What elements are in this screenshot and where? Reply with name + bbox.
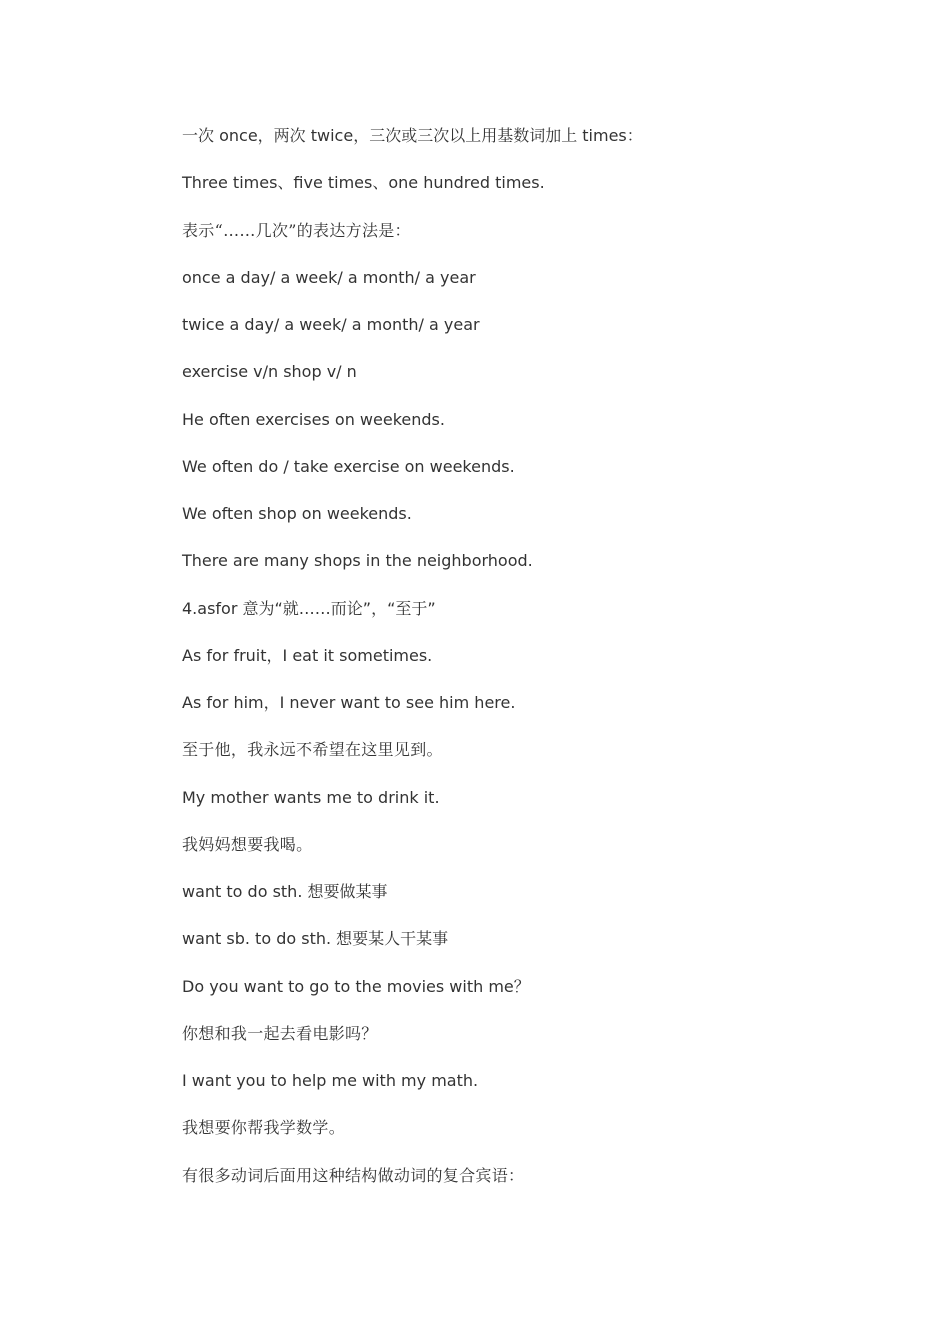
text-line-mother-wants: My mother wants me to drink it. [182,787,440,807]
text-line-want-sb-to-do: want sb. to do sth. 想要某人干某事 [182,929,449,949]
text-line-movies-translation: 你想和我一起去看电影吗？ [182,1023,378,1043]
text-line-times-examples: Three times、five times、one hundred times. [182,173,545,193]
text-line-example-exercises: He often exercises on weekends. [182,409,445,429]
text-line-example-shops: There are many shops in the neighborhood. [182,551,533,571]
text-line-times-rule: 一次 once，两次 twice，三次或三次以上用基数词加上 times： [182,126,643,145]
text-line-compound-object-note: 有很多动词后面用这种结构做动词的复合宾语： [182,1165,525,1185]
text-line-as-for-him-translation: 至于他，我永远不希望在这里见到。 [182,740,443,760]
document-body [182,122,882,1209]
text-line-as-for-fruit: As for fruit，I eat it sometimes. [182,645,433,665]
text-line-once-a-day: once a day/ a week/ a month/ a year [182,267,476,287]
text-line-example-take-exercise: We often do / take exercise on weekends. [182,456,515,476]
text-line-twice-a-day: twice a day/ a week/ a month/ a year [182,315,480,334]
text-line-mother-wants-translation: 我妈妈想要我喝。 [182,834,313,854]
text-line-frequency-heading: 表示“……几次”的表达方法是： [182,220,411,240]
text-line-help-math-translation: 我想要你帮我学数学。 [182,1118,346,1138]
text-line-help-math: I want you to help me with my math. [182,1071,479,1090]
text-line-example-shop: We often shop on weekends. [182,504,412,523]
text-line-as-for-heading: 4.asfor 意为“就……而论”，“至于” [182,598,436,618]
text-line-movies-question: Do you want to go to the movies with me？ [182,976,530,996]
text-line-as-for-him: As for him，I never want to see him here. [182,693,516,712]
text-line-want-to-do: want to do sth. 想要做某事 [182,882,388,901]
text-line-exercise-shop: exercise v/n shop v/ n [182,362,357,382]
